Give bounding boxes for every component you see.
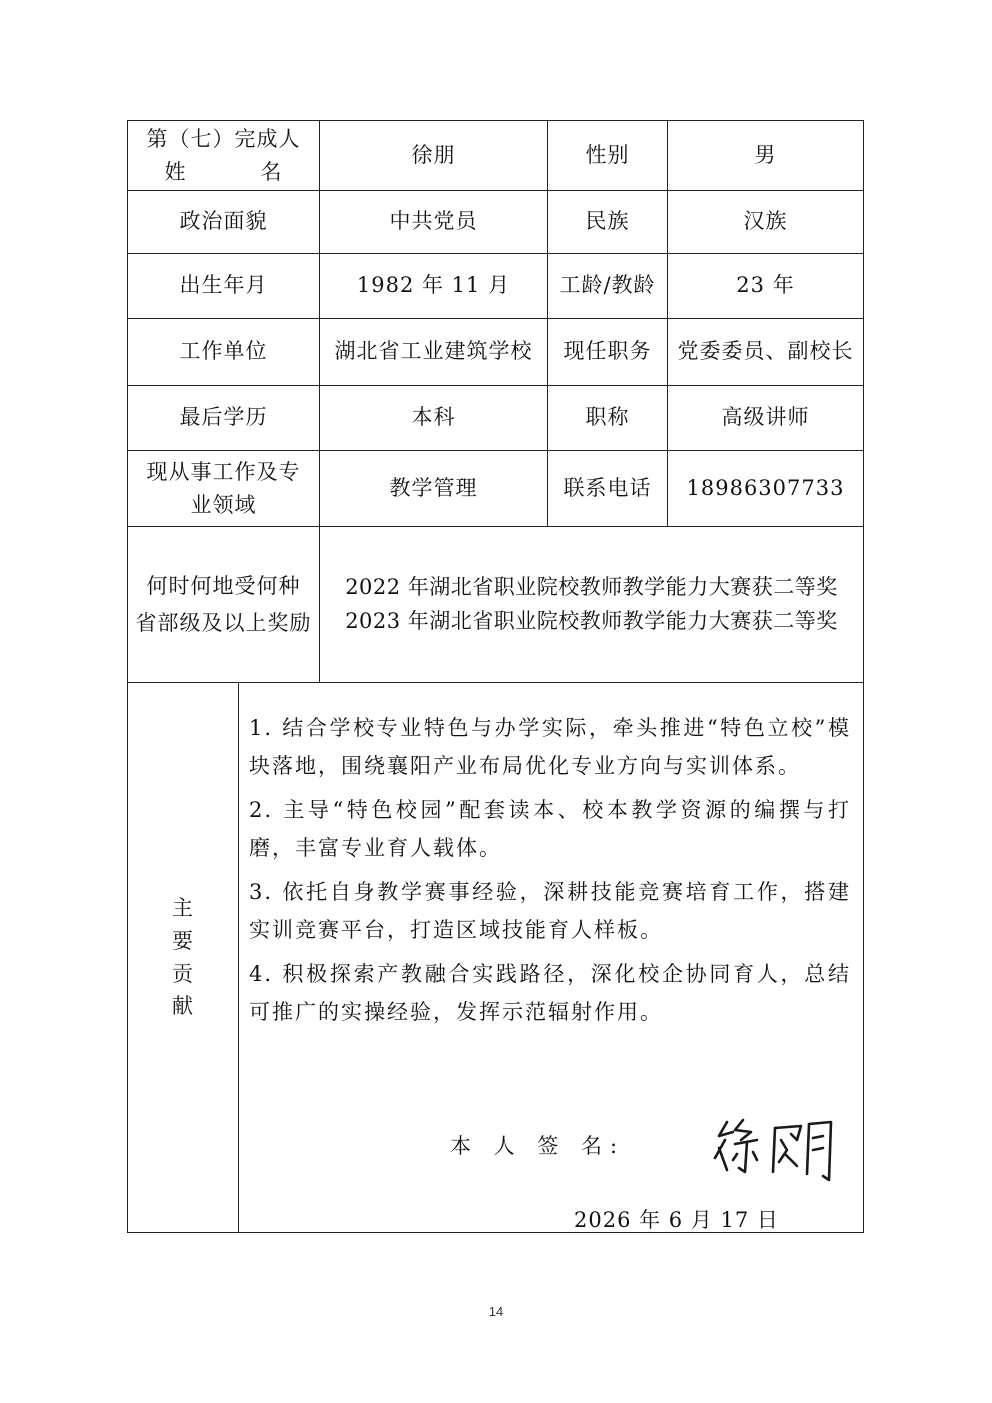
label-main-contributions (128, 683, 239, 1232)
label-title: 职称 (548, 386, 668, 451)
page-number: 14 (488, 1304, 504, 1319)
label-work-field-line1: 现从事工作及专 (146, 459, 301, 484)
personnel-form-table (127, 120, 864, 1233)
label-gender: 性别 (548, 121, 668, 191)
value-phone: 18986307733 (668, 451, 863, 527)
label-contrib-char: 主 (172, 896, 194, 921)
label-work-field-line2: 业领域 (190, 492, 257, 517)
value-current-position: 党委委员、副校长 (668, 319, 863, 386)
value-gender: 男 (668, 121, 863, 191)
value-work-unit: 湖北省工业建筑学校 (320, 319, 548, 386)
label-ethnicity: 民族 (548, 191, 668, 254)
label-education: 最后学历 (128, 386, 320, 451)
label-current-position: 现任职务 (548, 319, 668, 386)
label-awards (128, 527, 320, 683)
label-awards-line1: 何时何地受何种 (146, 573, 301, 598)
value-years-service: 23 年 (668, 254, 863, 319)
label-contrib-char: 贡 (172, 961, 194, 986)
award-item: 2023 年湖北省职业院校教师教学能力大赛获二等奖 (345, 608, 838, 633)
label-completer-name (128, 121, 320, 191)
contribution-item: 2. 主导“特色校园”配套读本、校本教学资源的编撰与打磨，丰富专业育人载体。 (249, 798, 851, 860)
label-contrib-char: 献 (172, 994, 194, 1019)
label-years-service: 工龄/教龄 (548, 254, 668, 319)
label-phone: 联系电话 (548, 451, 668, 527)
sign-date: 2026 年 6 月 17 日 (574, 1208, 779, 1232)
label-political-status: 政治面貌 (128, 191, 320, 254)
awards-list (320, 527, 863, 683)
value-political-status: 中共党员 (320, 191, 548, 254)
contribution-item: 3. 依托自身教学赛事经验，深耕技能竞赛培育工作，搭建实训竞赛平台，打造区域技能育人样板。 (249, 880, 851, 942)
contribution-item: 1. 结合学校专业特色与办学实际，牵头推进“特色立校”模块落地，围绕襄阳产业布局优化专业方向与实训体系。 (249, 716, 851, 778)
signature-label: 本 人 签 名: (450, 1134, 626, 1158)
value-name: 徐朋 (320, 121, 548, 191)
label-name-char-1: 姓 (164, 159, 187, 184)
label-name-char-2: 名 (260, 159, 283, 184)
label-work-unit: 工作单位 (128, 319, 320, 386)
value-birth-date: 1982 年 11 月 (320, 254, 548, 319)
contribution-item: 4. 积极探索产教融合实践路径，深化校企协同育人，总结可推广的实操经验，发挥示范辐射作用。 (249, 962, 851, 1024)
label-name-line (165, 156, 283, 189)
value-education: 本科 (320, 386, 548, 451)
label-contrib-char: 要 (172, 928, 194, 953)
award-item: 2022 年湖北省职业院校教师教学能力大赛获二等奖 (345, 574, 838, 599)
value-ethnicity: 汉族 (668, 191, 863, 254)
value-title: 高级讲师 (668, 386, 863, 451)
label-work-field (128, 451, 320, 527)
label-birth-date: 出生年月 (128, 254, 320, 319)
label-awards-line2: 省部级及以上奖励 (135, 610, 312, 635)
label-completer-line1: 第（七）完成人 (146, 126, 301, 151)
value-work-field: 教学管理 (320, 451, 548, 527)
handwritten-signature (705, 1110, 845, 1199)
